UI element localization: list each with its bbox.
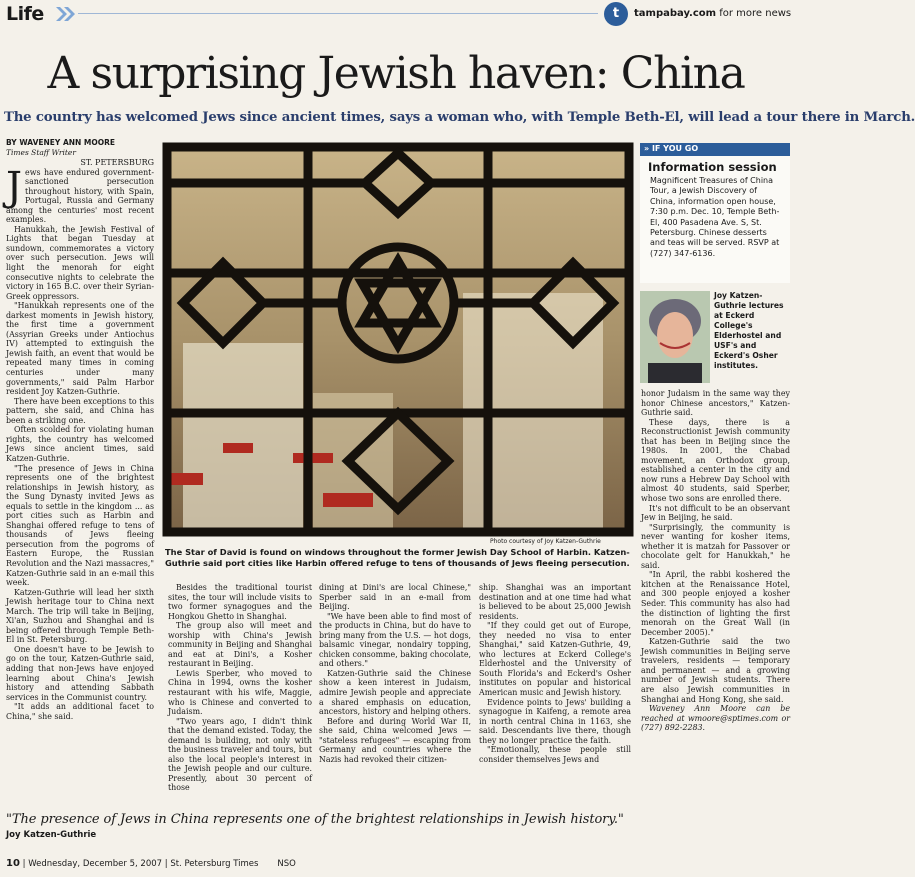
paragraph: Evidence points to Jews' building a synagogue in Kaifeng, a remote area in north central China in 1163, she said. Descendants live there, though they no longer practice the faith. — [479, 697, 631, 745]
paragraph: "The presence of Jews in China represents one of the brightest relationships in Jewish history, as the Sung Dynasty invited Jews as equals to settle in the kingdom ... as port cities such as Harbin and Shanghai offered refuge to tens of thousands of Jews fleeing persecution from the pogroms of Eastern Europe, the Russian Revolution and the Nazi massacres," Katzen-Guthrie said in an e-mail this week. — [6, 463, 154, 588]
article-column-1 — [6, 158, 154, 808]
article-column-3 — [319, 583, 471, 808]
site-promo[interactable] — [634, 8, 791, 19]
footer-paper: St. Petersburg Times — [170, 859, 259, 869]
page-number: 10 — [6, 858, 20, 869]
headline: A surprising Jewish haven: China — [47, 48, 745, 99]
star-of-david-window-photo — [163, 143, 633, 536]
paragraph: ship. Shanghai was an important destination and at one time had what is believed to be about 25,000 Jewish residents. — [479, 583, 631, 621]
footer-separator: | — [164, 859, 171, 869]
paragraph: "In April, the rabbi koshered the kitchen at the Renaissance Hotel, and 300 people enjoyed a kosher Seder. This community has also had the distinction of lighting the first menorah on the Great Wall (in December 2005)." — [641, 570, 790, 637]
footer-separator: | — [22, 859, 29, 869]
info-title: Information session — [648, 160, 777, 174]
page-footer — [6, 858, 296, 869]
photo-caption: The Star of David is found on windows throughout the former Jewish Day School of Harbin. Katzen-Guthrie said port cities like Harbin offered refuge to tens of thousands of Jews fleeing persecution. — [165, 547, 630, 568]
paragraph: These days, there is a Reconstructionist Jewish community that has been in Beijing since the 1980s. In 2001, the Chabad movement, an Orthodox group, established a center in the city and now runs a Hebrew Day School with almost 40 students, said Sperber, whose two sons are enrolled there. — [641, 417, 790, 504]
paragraph: Katzen-Guthrie said the Chinese show a keen interest in Judaism, admire Jewish people and appreciate a shared emphasis on education, ancestors, history and helping others. — [319, 668, 471, 717]
paragraph: Lewis Sperber, who moved to China in 1994, owns the kosher restaurant with his wife, Maggie, who is Chinese and converted to Judaism. — [168, 668, 312, 717]
drop-cap: J — [6, 163, 23, 210]
paragraph: Besides the traditional tourist sites, the tour will include visits to two former synagogues and the Hongkou Ghetto in Shanghai. — [168, 583, 312, 621]
section-label: Life — [6, 3, 44, 25]
paragraph: Hanukkah, the Jewish Festival of Lights that began Tuesday at sundown, commemorates a victory over such persecution. Jews will light the menorah for eight consecutive nights to celebrate the victory in 165 B.C. over their Syrian-Greek oppressors. — [6, 224, 154, 301]
pull-quote: "The presence of Jews in China represents one of the brightest relationships in Jewish history." — [6, 812, 624, 827]
paragraph: One doesn't have to be Jewish to go on the tour, Katzen-Guthrie said, adding that non-Jews have enjoyed learning about China's Jewish history and attending Sabbath services in the Communist country. — [6, 644, 154, 702]
paragraph: It's not difficult to be an observant Jew in Beijing, he said. — [641, 503, 790, 523]
author-signoff: Waveney Ann Moore can be reached at wmoore@sptimes.com or (727) 892-2283. — [641, 704, 790, 733]
paragraph: "We have been able to find most of the products in China, but do have to bring many from the U.S. — hot dogs, balsamic vinegar, nondairy topping, chicken consomme, baking chocolate, and others." — [319, 611, 471, 669]
paragraph: There have been exceptions to this pattern, she said, and China has been a striking one. — [6, 396, 154, 425]
window-illustration — [163, 143, 633, 536]
paragraph: "Surprisingly, the community is never wanting for kosher items, whether it is matzah for Passover or chocolate gelt for Hanukkah," he said. — [641, 522, 790, 570]
pull-quote-attribution: Joy Katzen-Guthrie — [6, 830, 97, 840]
byline-author: BY WAVENEY ANN MOORE — [6, 138, 116, 147]
double-chevron-icon — [54, 5, 76, 23]
lead-paragraph: Jews have endured government-sanctioned persecution throughout history, with Spain, Portugal, Russia and Germany among the centuries' most recent examples. — [6, 163, 154, 225]
info-body: Magnificent Treasures of China Tour, a Jewish Discovery of China, information open house, 7:30 p.m. Dec. 10, Temple Beth-El, 400 Pasadena Ave. S, St. Petersburg. Chinese desserts and teas will be served. RSVP at (727) 347-6136. — [650, 176, 780, 258]
article-column-4 — [479, 583, 631, 808]
paragraph: Before and during World War II, she said, China welcomed Jews — "stateless refugees" — escaping from Germany and countries where the Nazis had revoked their citizen- — [319, 716, 471, 764]
paragraph: "If they could get out of Europe, they needed no visa to enter Shanghai," said Katzen-Guthrie, 49, who lectures at Eckerd College's Elderhostel and the University of South Florida's and Eckerd's Osher institutes on popular and historical American music and Jewish history. — [479, 621, 631, 698]
portrait-photo — [640, 291, 710, 383]
byline-role: Times Staff Writer — [6, 148, 76, 157]
paragraph: "Emotionally, these people still consider themselves Jews and — [479, 745, 631, 764]
paragraph: "Hanukkah represents one of the darkest moments in Jewish history, the first time a government (Assyrian Greeks under Antiochus IV) attempted to extinguish the Jewish faith, an event that would be repeated many times in coming centuries under many governments," said Palm Harbor resident Joy Katzen-Guthrie. — [6, 301, 154, 397]
paragraph: dining at Dini's are local Chinese," Sperber said in an e-mail from Beijing. — [319, 583, 471, 612]
paragraph: Often scolded for violating human rights, the country has welcomed Jews since ancient times, said Katzen-Guthrie. — [6, 425, 154, 463]
deck: The country has welcomed Jews since ancient times, says a woman who, with Temple Beth-El, will lead a tour there in March. — [4, 110, 915, 125]
footer-date: Wednesday, December 5, 2007 — [28, 859, 163, 869]
article-column-2 — [168, 583, 312, 808]
site-promo-text: for more news — [716, 8, 792, 19]
site-name[interactable]: tampabay.com — [634, 8, 717, 19]
info-tag: » IF YOU GO — [640, 143, 790, 156]
chevron-right-icon: » — [644, 144, 652, 153]
section-header — [0, 0, 792, 26]
header-rule — [78, 13, 598, 14]
portrait-caption: Joy Katzen-Guthrie lectures at Eckerd College's Elderhostel and USF's and Eckerd's Osher institutes. — [714, 291, 784, 370]
tampabay-t-icon: t — [604, 2, 628, 26]
footer-edition: NSO — [277, 859, 296, 869]
dateline: ST. PETERSBURG — [80, 158, 154, 167]
paragraph: Katzen-Guthrie said the two Jewish communities in Beijing serve travelers, residents — temporary and permanent — and a growing number of Jewish students. There are also Jewish communities in Shanghai and Hong Kong, she said. — [641, 637, 790, 704]
footer-spacer — [261, 859, 275, 869]
paragraph: The group also will meet and worship with China's Jewish community in Beijing and Shanghai and eat at Dini's, a Kosher restaurant in Beijing. — [168, 621, 312, 669]
photo-credit: Photo courtesy of Joy Katzen-Guthrie — [490, 538, 601, 545]
paragraph: "It adds an additional facet to China," she said. — [6, 702, 154, 721]
paragraph: Katzen-Guthrie will lead her sixth Jewish heritage tour to China next March. The trip will take in Beijing, Xi'an, Suzhou and Shanghai and is being offered through Temple Beth-El in St. Petersburg. — [6, 587, 154, 645]
info-box — [640, 143, 790, 283]
article-column-5 — [641, 389, 790, 814]
paragraph: "Two years ago, I didn't think that the demand existed. Today, the demand is building, not only with the business traveler and tours, but also the local people's interest in the Jewish people and our culture. Presently, about 30 percent of those — [168, 716, 312, 793]
paragraph: honor Judaism in the same way they honor Chinese ancestors," Katzen-Guthrie said. — [641, 389, 790, 418]
